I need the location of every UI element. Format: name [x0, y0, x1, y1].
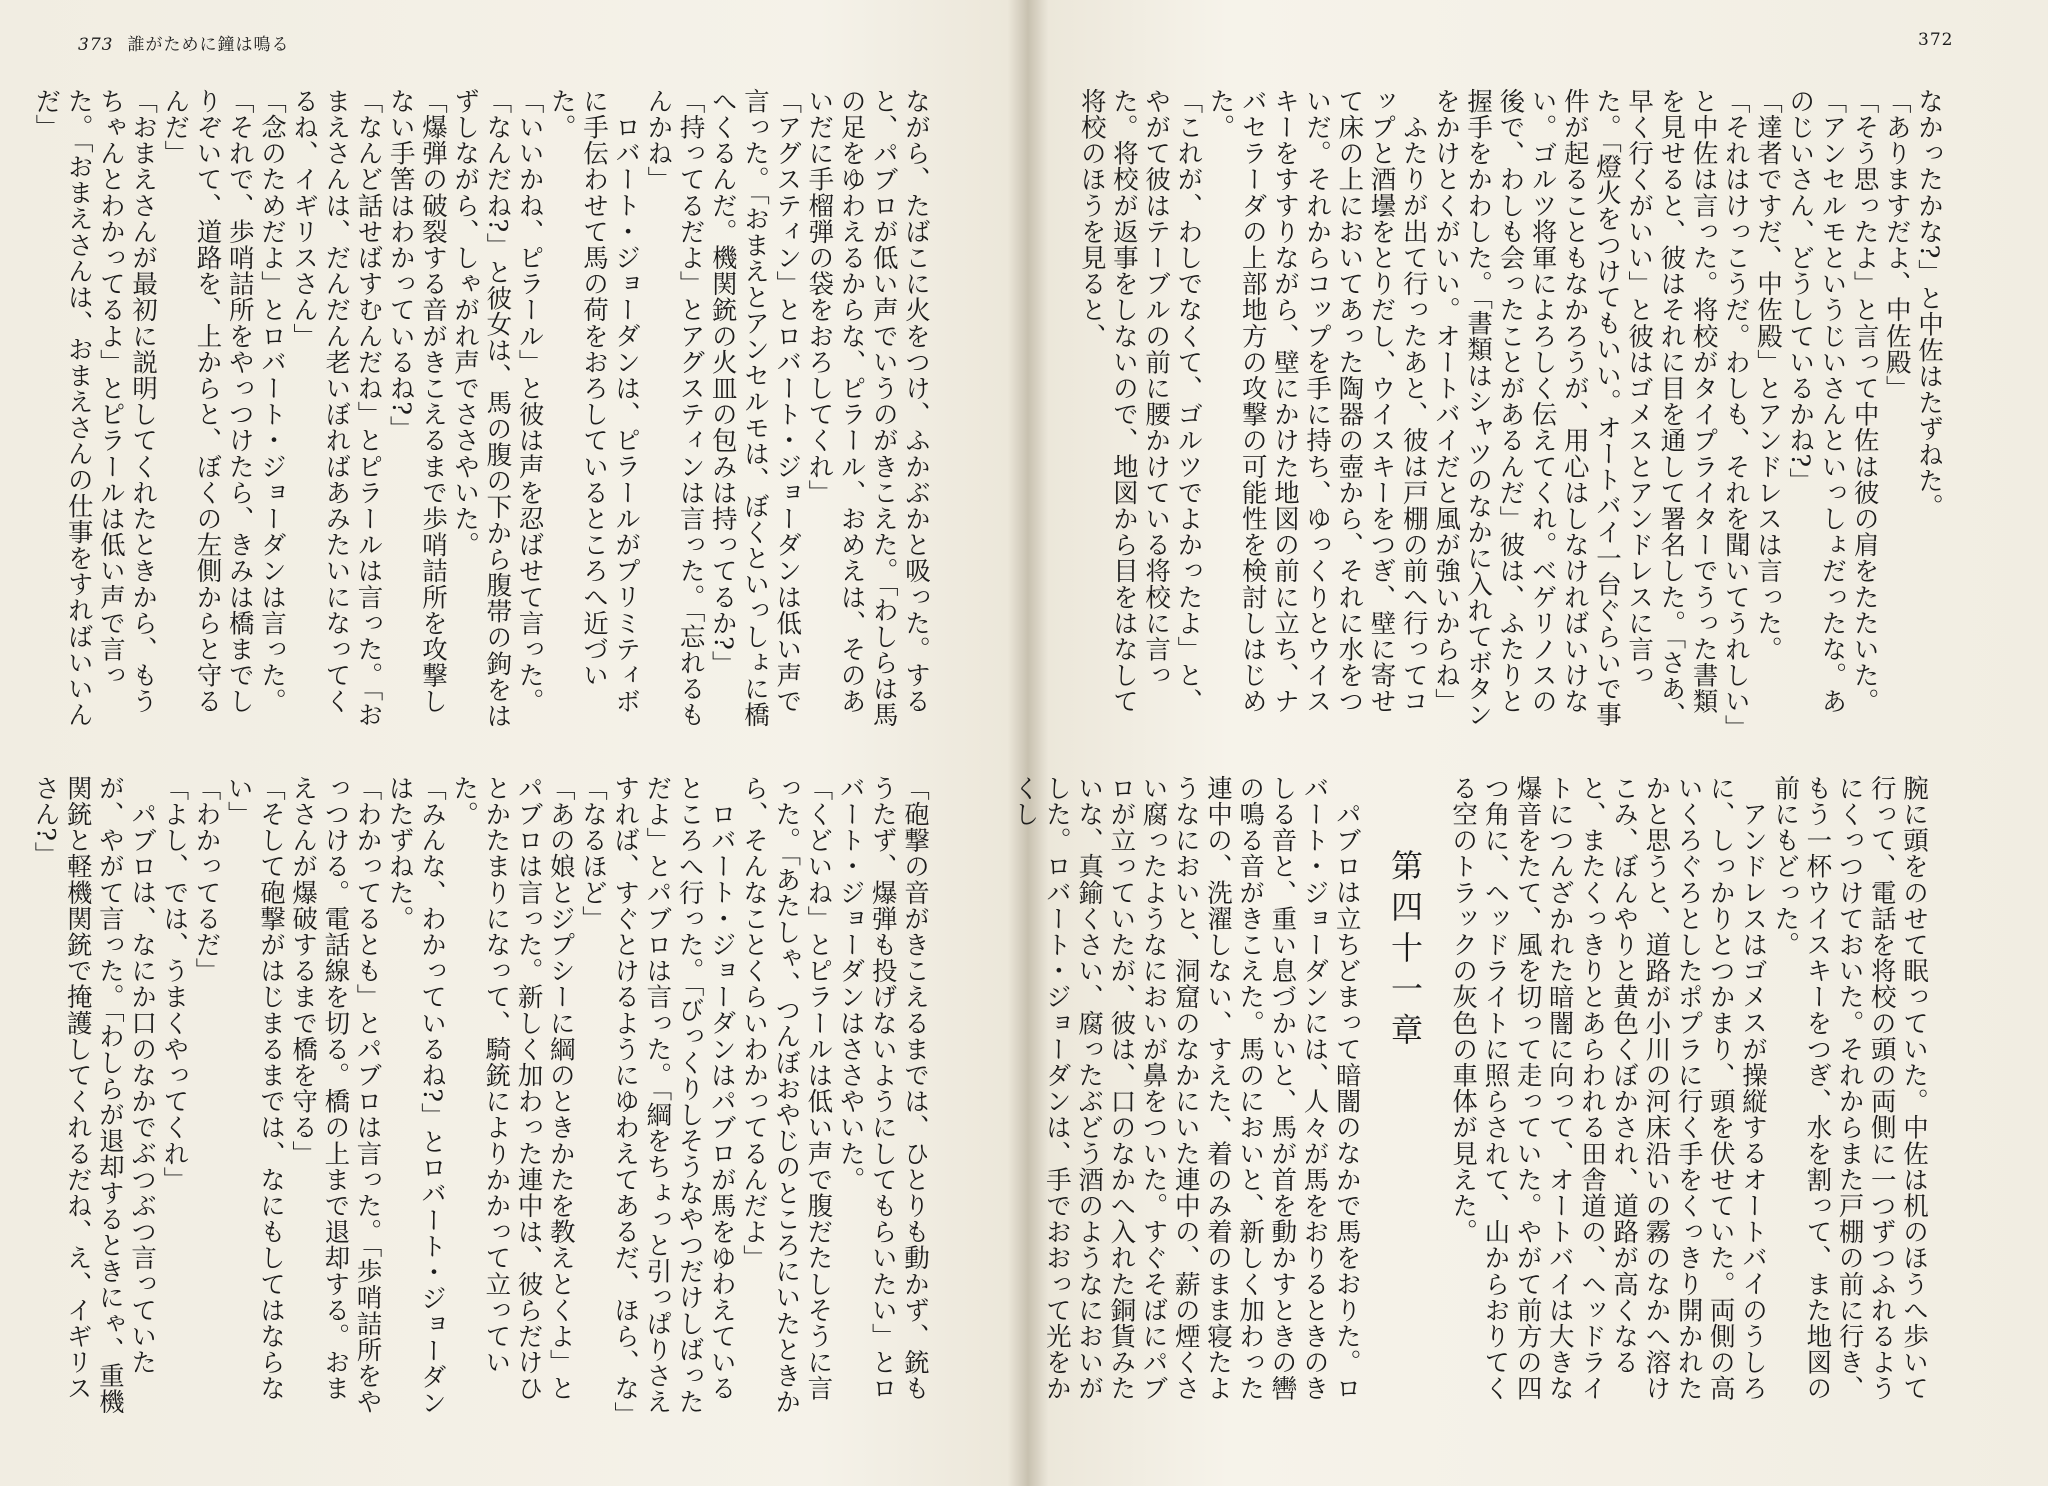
paragraph: アンドレスはゴメスが操縦するオートバイのうしろに、しっかりとつかまり、頭を伏せていた。両側の高いくろぐろとしたポプラに行く手をくっきり開かれたかと思うと、道路が小川の河床沿いの霧のなかへ溶けこみ、ぼんやりと黄色くぼかされ、道路が高くなると、またくっきりとあらわれる田舎道の、ヘッドライトにつんざかれた暗闇に向って、オートバイは大きな爆音をたて、風を切って走っていた。やがて前方の四つ角に、ヘッドライトに照らされて、山からおりてくる空のトラックの灰色の車体が見えた。 [1448, 775, 1768, 1402]
paragraph: 「念のためだよ」とロバート・ジョーダンは言った。「それで、歩哨詰所をやっつけたら、きみは橋までしりぞいて、道路を、上からと、ぼくの左側からと守るんだ」 [160, 88, 287, 715]
paragraph: 「持ってるだよ」とアグスティンは言った。「忘れるもんかね」 [643, 88, 706, 728]
paragraph: 「そう思ったよ」と言って中佐は彼の肩をたたいた。「アンセルモというじいさんといっしょだったな。あのじいさん、どうしているかね?」 [1785, 88, 1880, 715]
right-page-number: 372 [1918, 30, 1954, 50]
right-page-bottom-block [1009, 775, 1930, 1425]
paragraph: 「くどいね」とピラールは低い声で腹だたしそうに言った。「あたしゃ、つんぼおやじのところにいたときから、そんなことくらいわかってるんだよ」 [738, 775, 834, 1415]
paragraph: 「アグスティン」とロバート・ジョーダンは低い声で言った。「おまえとアンセルモは、ぼくといっしょに橋へくるんだ。機関銃の火皿の包みは持ってるか?」 [707, 88, 803, 728]
paragraph: 「わかってるとも」とパブロは言った。「歩哨詰所をやっつける。電話線を切る。橋の上まで退却する。おまえさんが爆破するまで橋を守る」 [288, 775, 383, 1415]
paragraph: ふたりが出て行ったあと、彼は戸棚の前へ行ってコップと酒壜をとりだし、ウイスキーをつぎ、壁に寄せて床の上においてあった陶器の壺から、それに水をついだ。それからコップを手に持ち、ゆっくりとウイスキーをすすりながら、壁にかけた地図の前に立ち、ナバセラーダの上部地方の攻撃の可能性を検討しはじめた。 [1205, 88, 1429, 715]
paragraph: 「いいかね、ピラール」と彼は声を忍ばせて言った。 [514, 88, 545, 715]
left-page-top-block [31, 88, 932, 733]
paragraph: 「ありますだよ、中佐殿」 [1881, 88, 1912, 402]
paragraph: 「爆弾の破裂する音がきこえるまで歩哨詰所を攻撃しない手筈はわかっているね?」 [385, 88, 448, 715]
paragraph: ロバート・ジョーダンは、ピラールがプリミティボに手伝わせて馬の荷をおろしているところへ近づいた。 [546, 88, 642, 714]
paragraph: 「そして砲撃がはじまるまでは、なにもしてはならない」 [223, 775, 286, 1402]
chapter-title: 第四十一章 [1385, 849, 1424, 1054]
paragraph: ロバート・ジョーダンはパブロが馬をゆわえているところへ行った。「びっくりしそうなやつだけしばっただよ」とパブロは言った。「綱をちょっと引っぱりさえすれば、すぐとけるようにゆわえてあるだ、ほら、な」 [610, 775, 737, 1428]
paragraph: 「砲撃の音がきこえるまでは、ひとりも動かず、銃もうたず、爆弾も投げないようにしてもらいたい」とロバート・ジョーダンはささやいた。 [835, 775, 930, 1402]
paragraph: 「おまえさんが最初に説明してくれたときから、もうちゃんとわかってるよ」とピラールは低い声で言った。「おまえさんは、おまえさんの仕事をすればいいんだ」 [31, 88, 159, 728]
paragraph: なかったかな?」と中佐はたずねた。 [1914, 88, 1944, 520]
paragraph: パブロは、なにか口のなかでぶつぶつ言っていたが、やがて言った。「わしらが退却するときにゃ、重機関銃と軽機関銃で掩護してくれるだね、え、イギリスさん?」 [30, 775, 158, 1415]
left-page-number: 373 [78, 35, 114, 55]
paragraph: 「よし、では、うまくやってくれ」 [159, 775, 190, 1193]
paragraph: 「これが、わしでなくて、ゴルツでよかったよ」と、やがて彼はテーブルの前に腰かけている将校に言った。将校が返事をしないので、地図から目をはなして将校のほうを見ると、 [1076, 88, 1204, 715]
right-page-header [1918, 30, 1953, 50]
paragraph: 「みんな、わかっているね?」とロバート・ジョーダンはたずねた。 [384, 775, 447, 1416]
left-page-bottom-block [30, 775, 931, 1428]
left-page-header [78, 30, 289, 55]
paragraph: 「わかってるだ」 [191, 775, 222, 984]
paragraph: パブロは立ちどまって暗闇のなかで馬をおりた。ロバート・ジョーダンには、人々が馬をおりるときのきしる音と、重い息づかいと、馬が首を動かすときの轡の鳴る音がきこえた。馬のにおいと、新しく加わった連中の、洗濯しない、すえた、着のみ着のまま寝たようなにおいと、洞窟のなかにいた連中の、薪の煙くさい腐ったようなにおいが鼻をついた。すぐそばにパブロが立っていたが、彼は、口のなかへ入れた銅貨みたいな、真鍮くさい、腐ったぶどう酒のようなにおいがした。ロバート・ジョーダンは、手でおおって光をかくし [1009, 775, 1362, 1402]
paragraph: 「あの娘とジプシーに綱のときかたを教えとくよ」とパブロは言った。新しく加わった連中は、彼らだけひとかたまりになって、騎銃によりかかって立っていた。 [449, 775, 576, 1402]
paragraph: 「なんだね?」と彼女は、馬の腹の下から腹帯の鉤をはずしながら、しゃがれ声でささやいた。 [450, 88, 513, 729]
left-page [0, 0, 1020, 1486]
paragraph: 「達者ですだ、中佐殿」とアンドレスは言った。 [1752, 88, 1783, 663]
right-page-top-block [1076, 88, 1945, 733]
paragraph: 「それはけっこうだ。わしも、それを聞いてうれしい」と中佐は言った。将校がタイプライターでうった書類を見せると、彼はそれに目を通して署名した。「さあ、早く行くがいい」と彼はゴメスとアンドレスに言った。「燈火をつけてもいい。オートバイ一台ぐらいで事件が起ることもなかろうが、用心はしなければいけない。ゴルツ将軍によろしく伝えてくれ。ベゲリノスの後で、わしも会ったことがあるんだ」彼は、ふたりと握手をかわした。「書類はシャツのなかに入れてボタンをかけとくがいい。オートバイだと風が強いからね」 [1430, 88, 1751, 728]
paragraph: 「なるほど」 [577, 775, 608, 932]
paragraph: 「なんど話せばすむんだね」とピラールは言った。「おまえさんは、だんだん老いぼればあみたいになってくるね、イギリスさん」 [289, 88, 384, 728]
paragraph: ながら、たばこに火をつけ、ふかぶかと吸った。すると、パブロが低い声でいうのがきこえた。「わしらは馬の足をゆわえるからな、ピラール、おめえは、そのあいだに手榴弾の袋をおろしてくれ」 [804, 88, 931, 728]
paragraph: 腕に頭をのせて眠っていた。中佐は机のほうへ歩いて行って、電話を将校の頭の両側に一つずつふれるようにくっつけておいた。それからまた戸棚の前に行き、もう一杯ウイスキーをつぎ、水を割って、また地図の前にもどった。 [1770, 775, 1929, 1402]
running-title: 誰がために鐘は鳴る [127, 35, 290, 55]
